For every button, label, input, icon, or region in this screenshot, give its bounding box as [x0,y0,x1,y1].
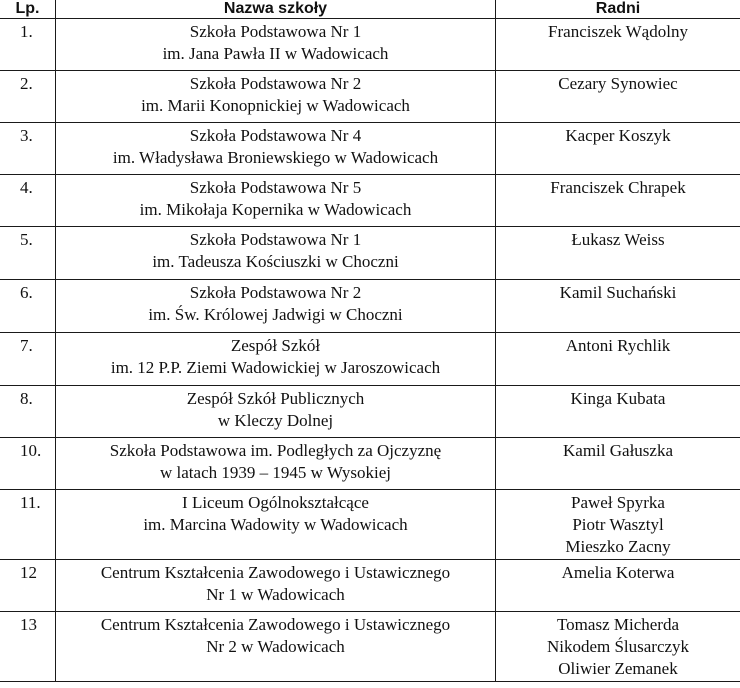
councillor-name: Kamil Suchański [559,283,677,302]
row-number: 10. [0,438,56,490]
row-number: 4. [0,175,56,227]
table-header-row [0,0,740,19]
row-number: 3. [0,123,56,175]
table-row [0,71,740,123]
row-number: 2. [0,71,56,123]
councillor-name: Oliwier Zemanek [558,659,678,678]
school-name-line: Centrum Kształcenia Zawodowego i Ustawicznego [100,563,451,582]
school-name-line: Szkoła Podstawowa Nr 2 [189,74,362,93]
school-name-cell [56,438,496,490]
councillor-name: Cezary Synowiec [558,74,678,93]
school-name-line: Szkoła Podstawowa Nr 2 [189,283,362,302]
school-name-cell [56,560,496,612]
school-name-line: im. Marcina Wadowity w Wadowicach [143,515,408,534]
table-row [0,333,740,386]
councillors-cell [496,386,740,438]
councillors-cell [496,612,740,682]
table-row [0,280,740,333]
row-number: 6. [0,280,56,333]
councillor-name: Łukasz Weiss [571,230,665,249]
row-number: 5. [0,227,56,280]
row-number: 12 [0,560,56,612]
councillor-name: Franciszek Chrapek [550,178,686,197]
school-name-cell [56,280,496,333]
school-name-cell [56,71,496,123]
councillors-cell [496,280,740,333]
councillor-name: Kamil Gałuszka [563,441,673,460]
header-lp: Lp. [0,0,56,19]
table-row [0,560,740,612]
school-name-line: Zespół Szkół [230,336,321,355]
councillors-cell [496,560,740,612]
table-row [0,175,740,227]
councillor-name: Piotr Wasztyl [572,515,664,534]
row-number: 13 [0,612,56,682]
table-row [0,612,740,682]
table-body [0,19,740,682]
school-name-line: im. Mikołaja Kopernika w Wadowicach [139,200,412,219]
school-name-cell [56,490,496,560]
table-row [0,227,740,280]
row-number: 7. [0,333,56,386]
councillor-name: Mieszko Zacny [565,537,671,556]
row-number: 11. [0,490,56,560]
table-row [0,438,740,490]
school-name-line: im. Tadeusza Kościuszki w Choczni [152,252,399,271]
school-name-line: Centrum Kształcenia Zawodowego i Ustawicznego [100,615,451,634]
row-number: 1. [0,19,56,71]
councillors-cell [496,490,740,560]
councillor-name: Kacper Koszyk [565,126,671,145]
school-name-cell [56,227,496,280]
table-row [0,386,740,438]
school-name-line: w Kleczy Dolnej [217,411,334,430]
school-name-line: Zespół Szkół Publicznych [186,389,365,408]
councillors-cell [496,227,740,280]
school-name-line: Nr 2 w Wadowicach [206,637,345,656]
header-school-name: Nazwa szkoły [56,0,496,19]
school-name-cell [56,612,496,682]
school-name-line: Szkoła Podstawowa Nr 1 [189,22,362,41]
school-name-line: I Liceum Ogólnokształcące [182,493,369,512]
councillor-name: Franciszek Wądolny [548,22,688,41]
school-name-line: im. Marii Konopnickiej w Wadowicach [141,96,410,115]
school-name-cell [56,123,496,175]
header-councillors: Radni [496,0,740,19]
school-name-cell [56,386,496,438]
councillor-name: Tomasz Micherda [556,615,679,634]
school-name-line: im. Jana Pawła II w Wadowicach [162,44,389,63]
councillors-cell [496,19,740,71]
school-name-line: w latach 1939 – 1945 w Wysokiej [160,463,391,482]
school-name-line: im. Św. Królowej Jadwigi w Choczni [148,305,403,324]
councillor-name: Kinga Kubata [570,389,666,408]
councillors-cell [496,438,740,490]
councillor-name: Amelia Koterwa [561,563,675,582]
school-name-line: Szkoła Podstawowa im. Podległych za Ojczyznę [109,441,442,460]
table-row [0,490,740,560]
school-name-line: Nr 1 w Wadowicach [206,585,345,604]
councillors-cell [496,123,740,175]
school-name-line: Szkoła Podstawowa Nr 5 [189,178,362,197]
row-number: 8. [0,386,56,438]
councillor-name: Antoni Rychlik [565,336,671,355]
school-name-line: Szkoła Podstawowa Nr 1 [189,230,362,249]
school-name-cell [56,333,496,386]
councillor-name: Nikodem Ślusarczyk [546,637,690,656]
table-row [0,123,740,175]
school-name-line: Szkoła Podstawowa Nr 4 [189,126,362,145]
school-name-cell [56,19,496,71]
school-name-line: im. Władysława Broniewskiego w Wadowicach [112,148,439,167]
councillors-cell [496,71,740,123]
table-row [0,19,740,71]
councillors-cell [496,333,740,386]
councillors-cell [496,175,740,227]
school-name-cell [56,175,496,227]
councillor-name: Paweł Spyrka [571,493,665,512]
school-name-line: im. 12 P.P. Ziemi Wadowickiej w Jaroszowicach [110,358,441,377]
